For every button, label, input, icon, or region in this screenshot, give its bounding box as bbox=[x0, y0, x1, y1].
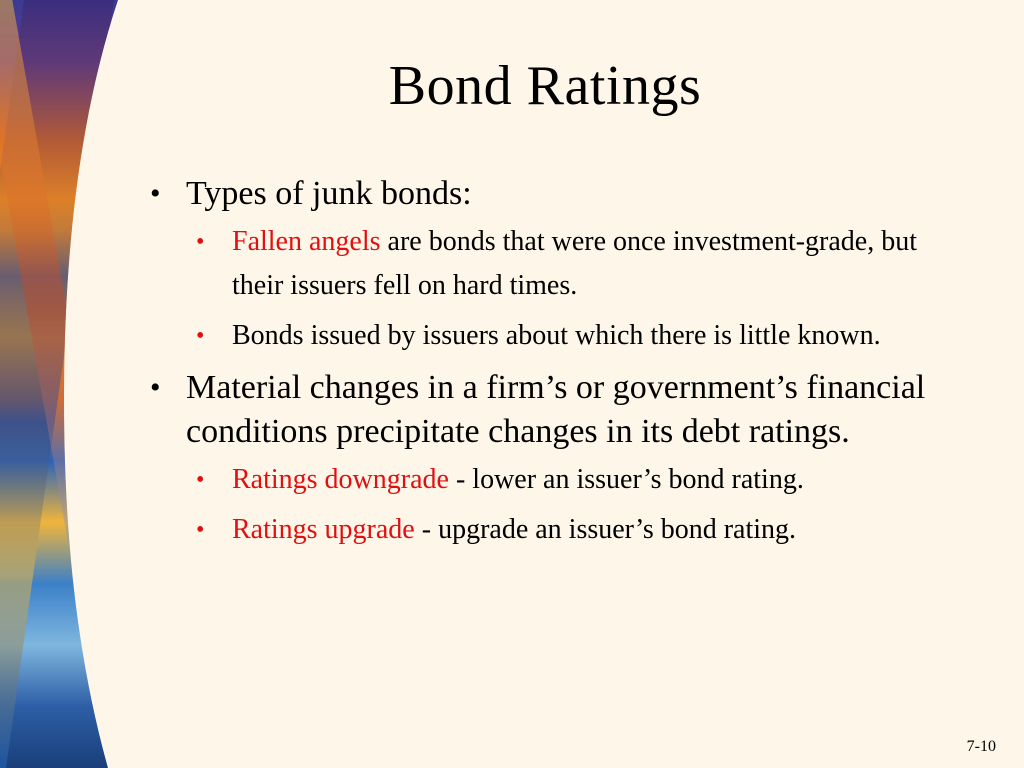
bullet-item bbox=[150, 366, 950, 552]
page-number: 7-10 bbox=[966, 738, 996, 755]
highlight-term: Fallen angels bbox=[232, 226, 381, 257]
decorative-abstract-art bbox=[0, 0, 140, 768]
sub-bullet-list bbox=[186, 458, 950, 552]
sub-bullet-item bbox=[186, 220, 950, 308]
sub-bullet-text: Bonds issued by issuers about which there is little known. bbox=[232, 320, 881, 351]
sub-bullet-icon: • bbox=[196, 323, 205, 349]
bullet-icon: • bbox=[150, 371, 161, 404]
sub-bullet-list bbox=[186, 220, 950, 358]
sub-bullet-text: are bonds that were once investment-grade, but their issuers fell on hard times. bbox=[232, 226, 918, 301]
highlight-term: Ratings downgrade bbox=[232, 464, 449, 495]
sub-bullet-item bbox=[186, 458, 950, 502]
bullet-list bbox=[150, 172, 950, 560]
bullet-icon: • bbox=[150, 177, 161, 210]
sub-bullet-item bbox=[186, 508, 950, 552]
sub-bullet-icon: • bbox=[196, 467, 205, 493]
slide-title: Bond Ratings bbox=[388, 55, 702, 117]
sub-bullet-text: - lower an issuer’s bond rating. bbox=[448, 464, 804, 495]
bullet-text: Types of junk bonds: bbox=[186, 175, 472, 212]
sub-bullet-icon: • bbox=[196, 229, 205, 255]
sub-bullet-icon: • bbox=[196, 517, 205, 543]
highlight-term: Ratings upgrade bbox=[232, 514, 415, 545]
bullet-text: Material changes in a firm’s or government’s financial conditions precipitate changes in its debt ratings. bbox=[186, 369, 926, 450]
sub-bullet-text: - upgrade an issuer’s bond rating. bbox=[414, 514, 797, 545]
sub-bullet-item bbox=[186, 314, 950, 358]
bullet-item bbox=[150, 172, 950, 358]
